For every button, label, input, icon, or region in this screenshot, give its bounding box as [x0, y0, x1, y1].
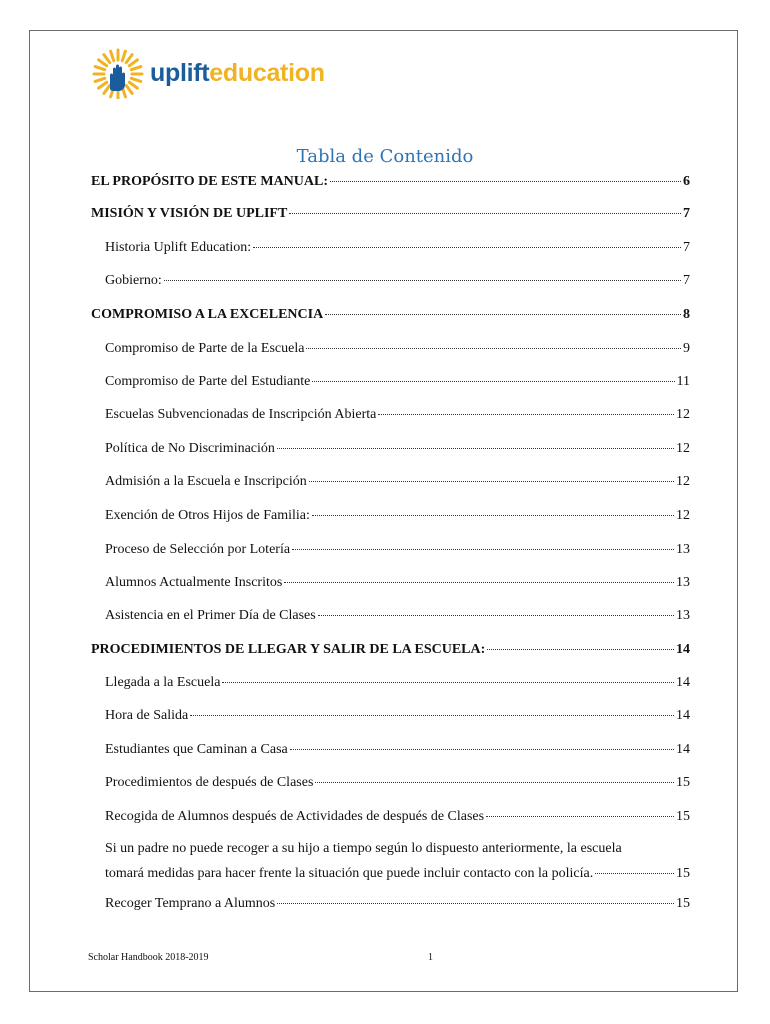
toc-entry-text: PROCEDIMIENTOS DE LLEGAR Y SALIR DE LA ESCUELA:	[91, 642, 486, 657]
toc-entry-text: Política de No Discriminación	[105, 441, 275, 456]
dot-leader	[253, 233, 681, 248]
toc-entry-text: EL PROPÓSITO DE ESTE MANUAL:	[91, 174, 329, 189]
dot-leader	[378, 400, 674, 415]
toc-entry-text: Gobierno:	[105, 273, 162, 288]
footer-page-number: 1	[428, 952, 433, 963]
toc-entry[interactable]	[105, 370, 690, 392]
toc-entry-text: COMPROMISO A LA EXCELENCIA	[91, 307, 324, 322]
toc-entry-text: Hora de Salida	[105, 708, 189, 723]
toc-entry-page: 7	[683, 273, 690, 288]
toc-entry-text: Asistencia en el Primer Día de Clases	[105, 608, 316, 623]
toc-entry-page: 11	[676, 374, 690, 389]
toc-entry-text: Estudiantes que Caminan a Casa	[105, 742, 288, 757]
toc-entry-text: Compromiso de Parte de la Escuela	[105, 341, 305, 356]
toc-entry[interactable]	[105, 892, 690, 914]
toc-entry[interactable]	[105, 836, 690, 886]
toc-entry[interactable]	[105, 269, 690, 291]
toc-entry-page: 15	[676, 775, 690, 790]
toc-entry[interactable]	[105, 470, 690, 492]
toc-entry-page: 13	[676, 542, 690, 557]
toc-entry-text: Exención de Otros Hijos de Familia:	[105, 508, 310, 523]
dot-leader	[318, 601, 674, 616]
toc-entry-page: 12	[676, 407, 690, 422]
toc-entry[interactable]	[105, 805, 690, 827]
toc-entry-text: Escuelas Subvencionadas de Inscripción Abierta	[105, 407, 377, 422]
dot-leader	[325, 300, 681, 315]
toc-entry[interactable]	[105, 337, 690, 359]
dot-leader	[277, 889, 674, 904]
toc-entry-page: 12	[676, 441, 690, 456]
toc-entry-page: 14	[676, 708, 690, 723]
toc-entry-text: Procedimientos de después de Clases	[105, 775, 314, 790]
toc-entry-page: 13	[676, 575, 690, 590]
toc-entry-text: Compromiso de Parte del Estudiante	[105, 374, 311, 389]
toc-entry-text: Historia Uplift Education:	[105, 240, 252, 255]
dot-leader	[222, 668, 674, 683]
toc-entry-page: 9	[683, 341, 690, 356]
toc-entry-text: Si un padre no puede recoger a su hijo a tiempo según lo dispuesto anteriormente, la escuela	[105, 841, 622, 856]
dot-leader	[190, 701, 674, 716]
dot-leader	[164, 266, 681, 281]
toc-entry-page: 15	[676, 866, 690, 881]
toc-entry[interactable]	[91, 303, 690, 325]
toc-entry-page: 12	[676, 474, 690, 489]
dot-leader	[309, 467, 674, 482]
toc-entry-page: 7	[683, 240, 690, 255]
dot-leader	[486, 802, 674, 817]
dot-leader	[292, 535, 674, 550]
toc-entry-text: Llegada a la Escuela	[105, 675, 221, 690]
logo-word-education: education	[209, 58, 325, 87]
footer-handbook-title: Scholar Handbook 2018-2019	[88, 952, 209, 963]
toc-entry-page: 8	[683, 307, 690, 322]
dot-leader	[330, 167, 681, 182]
toc-entry[interactable]	[91, 638, 690, 660]
toc-entry-page: 15	[676, 809, 690, 824]
toc-entry-page: 14	[676, 742, 690, 757]
toc-entry[interactable]	[105, 538, 690, 560]
toc-entry-text: Recogida de Alumnos después de Actividades de después de Clases	[105, 809, 485, 824]
toc-entry-page: 13	[676, 608, 690, 623]
toc-entry-page: 15	[676, 896, 690, 911]
dot-leader	[306, 334, 681, 349]
toc-entry[interactable]	[105, 236, 690, 258]
toc-entry[interactable]	[105, 771, 690, 793]
toc-entry[interactable]	[105, 504, 690, 526]
toc-entry[interactable]	[105, 604, 690, 626]
logo-word-uplift: uplift	[150, 58, 210, 87]
dot-leader	[595, 859, 674, 874]
dot-leader	[312, 367, 674, 382]
toc-entry-text: Proceso de Selección por Lotería	[105, 542, 291, 557]
toc-entry-text: Alumnos Actualmente Inscritos	[105, 575, 283, 590]
toc-entry[interactable]	[105, 571, 690, 593]
dot-leader	[289, 199, 681, 214]
toc-entry-page: 14	[676, 675, 690, 690]
toc-entry[interactable]	[105, 437, 690, 459]
dot-leader	[315, 768, 674, 783]
toc-entry-text: Admisión a la Escuela e Inscripción	[105, 474, 307, 489]
dot-leader	[284, 568, 674, 583]
toc-entry-page: 6	[683, 174, 690, 189]
toc-entry-page: 7	[683, 206, 690, 221]
toc-entry-page: 14	[676, 642, 690, 657]
toc-entry-page: 12	[676, 508, 690, 523]
toc-entry[interactable]	[91, 202, 690, 224]
dot-leader	[290, 735, 674, 750]
toc-entry[interactable]	[91, 170, 690, 192]
dot-leader	[487, 635, 674, 650]
toc-title: Tabla de Contenido	[296, 146, 474, 167]
toc-entry[interactable]	[105, 738, 690, 760]
toc-entry[interactable]	[105, 403, 690, 425]
dot-leader	[277, 434, 674, 449]
toc-entry-text-continued: tomará medidas para hacer frente la situación que puede incluir contacto con la policía.	[105, 866, 594, 881]
toc-entry[interactable]	[105, 704, 690, 726]
toc-entry[interactable]	[105, 671, 690, 693]
toc-entry-text: Recoger Temprano a Alumnos	[105, 896, 276, 911]
dot-leader	[312, 501, 674, 516]
toc-entry-text: MISIÓN Y VISIÓN DE UPLIFT	[91, 206, 288, 221]
